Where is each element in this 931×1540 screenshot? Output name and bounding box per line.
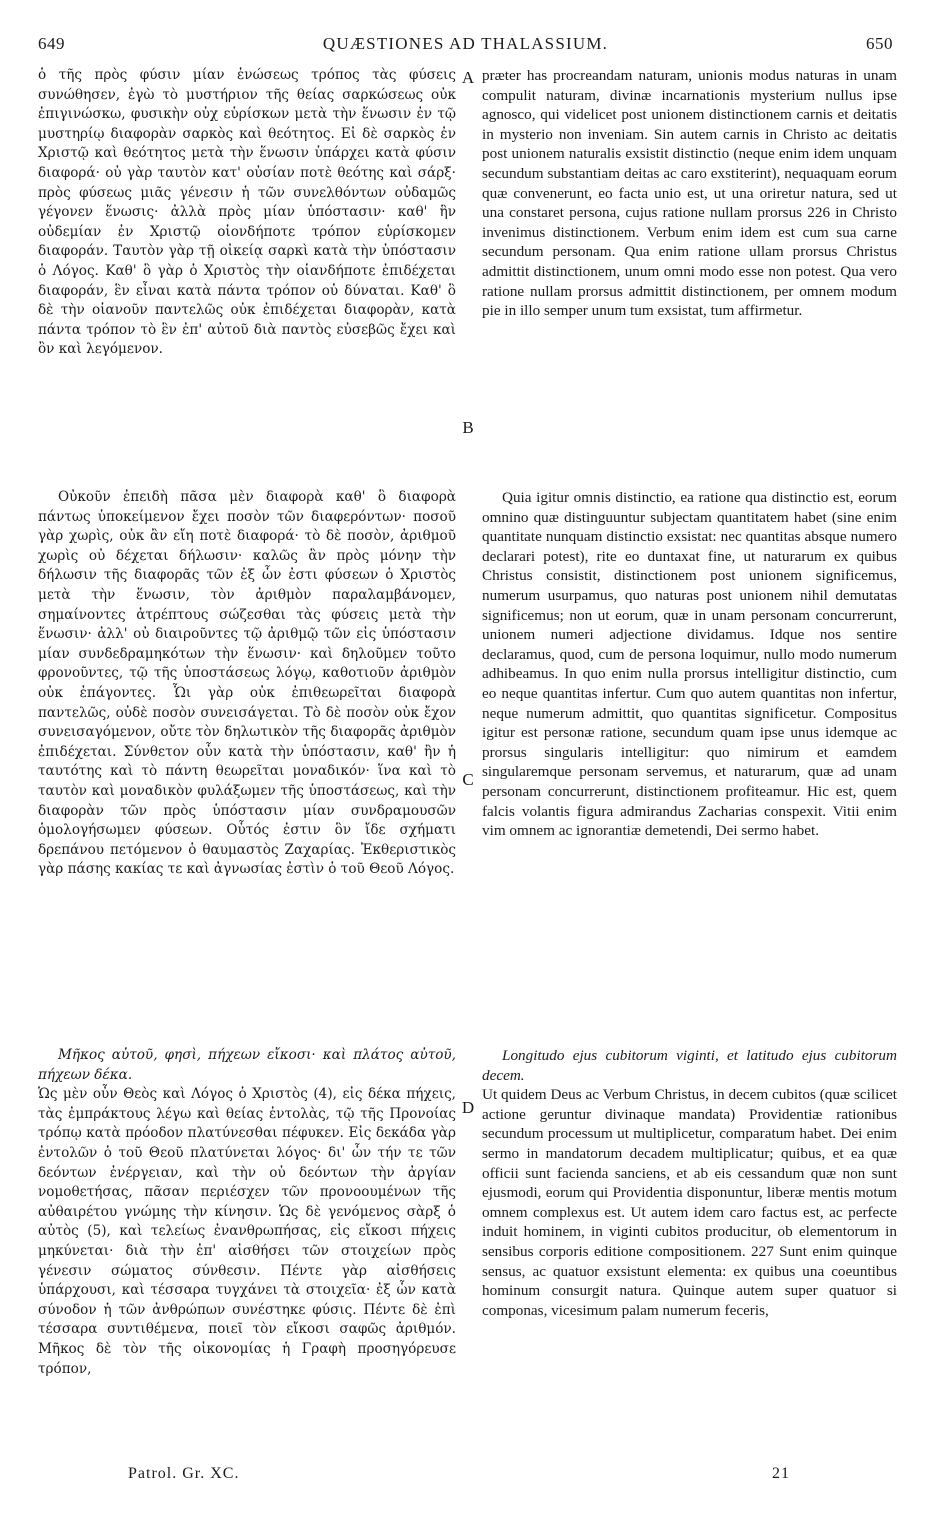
latin-column-3 — [482, 1046, 897, 1320]
greek-lemma: Μῆκος αὐτοῦ, φησὶ, πήχεων εἴκοσι· καὶ πλάτος αὐτοῦ, πήχεων δέκα. — [38, 1047, 456, 1083]
right-page-number: 650 — [866, 34, 893, 53]
running-title: QUÆSTIONES AD THALASSIUM. — [322, 34, 609, 53]
margin-letter-d: D — [461, 1098, 475, 1117]
latin-column — [482, 66, 897, 321]
greek-column — [38, 66, 456, 360]
greek-paragraph-3: Ὡς μὲν οὖν Θεὸς καὶ Λόγος ὁ Χριστὸς (4), εἰς δέκα πήχεις, τὰς ἐμπράκτους λέγω καὶ θείας ἐντολὰς, τῷ τῆς Προνοίας τρόπῳ κατὰ πρόοδον πλατύνεσθαι πέφυκεν. Εἰς δεκάδα γὰρ ἐντολῶν ὁ τοῦ Θεοῦ πλατύνεται λόγος· δι' ὧν τήν τε τῶν δεόντων ἐνέργειαν, καὶ τὴν οὐ δεόντων τὴν ἀργίαν νομοθετήσας, πᾶσαν περιέσχεν τῶν προνοουμένων τῆς αὐθαιρέτου γνώμης τὴν κίνησιν. Ὡς δὲ γενόμενος σὰρξ ὁ αὐτὸς (5), καὶ τελείως ἐνανθρωπήσας, εἰς εἴκοσι πήχεις μηκύνεται· διὰ τὴν ἐπ' αἰσθήσει τῶν στοιχείων πρὸς γένεσιν σώματος σύνθεσιν. Πέντε γὰρ αἰσθήσεις ὑπάρχουσι, καὶ τέσσαρα τυγχάνει τὰ στοιχεῖα· ἐξ ὧν κατὰ σύνοδον ἡ τῶν ἀνθρώπων συνέστηκε φύσις. Πέντε δὲ ἐπὶ τέσσαρα συντιθέμενα, ποιεῖ τὸν εἴκοσι σαφῶς ἀριθμόν. Μῆκος δὲ τὸν τῆς οἰκονομίας ἡ Γραφὴ προσηγόρευσε τρόπον, — [38, 1086, 456, 1377]
greek-column-3 — [38, 1046, 456, 1379]
latin-paragraph-3: Ut quidem Deus ac Verbum Christus, in decem cubitos (quæ scilicet actione geruntur divinaque mandata) Providentiæ rationibus secundum processum ut multiplicetur, comparatum habet. Dei enim sermo in mandatorum decadem multiplicatur; quibus, et ea quæ officii sunt facienda sanciens, et ab eis cessandum quæ non sunt ejusmodi, eorum qui Providentia disponuntur, liberæ mentis motum omnem complexus est. Ut autem idem caro factus est, ac perfecte induit hominem, in viginti cubitos producitur, ob elementorum in sensibus corporis editione compositionem. 227 Sunt enim quinque sensus, ac quatuor exsistunt elementa: ex quibus una coeuntibus hominum consurgit natura. Quinque autem super quatuor si componas, vicesimum palam numerum feceris, — [482, 1086, 897, 1319]
latin-paragraph-2: Quia igitur omnis distinctio, ea ratione qua distinctio est, eorum omnino quæ distinguuntur subjectam quantitatem habet (sine enim quantitate nunquam distinctio exsistat: nec quantitas absque numero declarari potest), rite eo duntaxat fine, ut naturarum ex quibus Christus consistit, distinctionem post unionem significemus, numerum usurpamus, quo naturas post unionem nihil demutatas significemus; non ut eorum, quæ in unam personam concurrerunt, unionem numeri adjectione dividamus. Idque nos sentire declaramus, quod, cum de persona loquimur, nullo modo numerum adhibeamus. In quo enim nulla prorsus intelligitur distinctio, cum eo neque quantitas infertur. Cum quo autem quantitas non infertur, neque numerum admittit, quo quantitas significetur. Compositus igitur est personæ ratione, secundum quam ipse unus idemque ac prorsus singularis intelligitur: quo nimirum et eamdem singularemque personam servemus, et naturarum, quæ ad unam personam concurrerunt, distinctionem profiteamur. Hic est, quem falcis volantis figura admirandus Zacharias conspexit. Vitii enim vim omnem ac ignorantiæ demetendi, Dei sermo habet. — [482, 489, 897, 840]
margin-letter-c: C — [462, 770, 474, 789]
latin-paragraph-1: præter has procreandam naturam, unionis modus naturas in unam compulit naturam, divinæ incarnationis mysterium nullus ipse agnosco, qui videlicet post unionem distinctionem carnis et deitatis in mysterio non inveniam. Sin autem carnis in Christo ac deitatis post unionem naturalis exsistit distinctio (neque enim idem unquam secundum substantiam deitas ac caro exstiterint), nequaquam eorum quæ convenerunt, eo facta unio est, ut una oriretur natura, sed ut una constaret persona, cujus ratione nullam prorsus 226 in Christo invenimus distinctionem. Verbum enim idem est cum sua carne secundum personam. Qua enim ratione ullam prorsus Christus admittit distinctionem, unum omni modo esse non potest. Qua vero ratione nullam prorsus admittit distinctionem, per omnem modum pie in illo semper unum tum exsistat, tum affirmetur. — [482, 67, 897, 320]
footer-signature: 21 — [772, 1465, 790, 1482]
latin-lemma: Longitudo ejus cubitorum viginti, et latitudo ejus cubitorum decem. — [482, 1047, 897, 1084]
latin-column-2 — [482, 488, 897, 841]
greek-paragraph-1: ὁ τῆς πρὸς φύσιν μίαν ἑνώσεως τρόπος τὰς φύσεις συνώθησεν, ἐγὼ τὸ μυστήριον τῆς θείας σαρκώσεως οὐκ ἐπιγινώσκω, φυσικὴν οὐχ εὑρίσκων μετὰ τὴν ἕνωσιν ἐν τῷ μυστηρίῳ διαφορὰν σαρκὸς καὶ θεότητος. Εἰ δὲ σαρκὸς ἐν Χριστῷ καὶ θεότητος μετὰ τὴν ἕνωσιν ὑπάρχει κατὰ φύσιν διαφορά· οὐ γὰρ ταυτὸν κατ' οὐσίαν ποτὲ θεότης καὶ σάρξ· πρὸς φύσεως μιᾶς γένεσιν ἡ τῶν συνελθόντων οὐδαμῶς γέγονεν ἕνωσις· ἀλλὰ πρὸς μίαν ὑπόστασιν· καθ' ἣν οὐδεμίαν ἐν Χριστῷ οἱονδήποτε τρόπον εὑρίσκομεν διαφοράν. Ταυτὸν γὰρ τῇ οἰκείᾳ σαρκὶ κατὰ τὴν ὑπόστασιν ὁ Λόγος. Καθ' ὃ γὰρ ὁ Χριστὸς τὴν οἱανδήποτε ἐπιδέχεται διαφοράν, ἓν εἶναι κατὰ πάντα τρόπον οὐ δύναται. Καθ' ὃ δὲ τὴν οἱανοῦν παντελῶς οὐκ ἐπιδέχεται διαφορὰν, κατὰ πάντα τρόπον τὸ ἓν ἐπ' αὐτοῦ διὰ παντὸς εὐσεβῶς ἔχει καὶ ὂν καὶ λεγόμενον. — [38, 67, 456, 358]
greek-paragraph-2: Οὐκοῦν ἐπειδὴ πᾶσα μὲν διαφορὰ καθ' ὃ διαφορὰ πάντως ὑποκείμενον ἔχει ποσὸν τῶν διαφερόντων· ποσοῦ γὰρ χωρὶς, οὐκ ἂν εἴη ποτὲ διαφορά· τὸ δὲ ποσὸν, ἀριθμοῦ χωρὶς οὐ δέχεται δήλωσιν· καλῶς ἂν πρὸς μόνην τὴν δήλωσιν τῆς διαφορᾶς τῶν ἐξ ὧν ἐστι φύσεων ὁ Χριστὸς μετὰ τὴν ἕνωσιν, τὸν ἀριθμὸν παραλαμβάνομεν, σημαίνοντες ἀτρέπτους σώζεσθαι τὰς φύσεις μετὰ τὴν ἕνωσιν· ἀλλ' οὐ διαιροῦντες τῷ ἀριθμῷ τῶν εἰς ὑπόστασιν μίαν συνδεδραμηκότων τὴν ἕνωσιν· καὶ δηλοῦμεν τοῦτο φρονοῦντες, τῷ τῆς ὑποστάσεως λόγῳ, καθοτιοῦν ἀριθμὸν οὐκ ἐπάγοντες. Ὧι γὰρ οὐκ ἐπιθεωρεῖται διαφορὰ παντελῶς, οὐδὲ ποσὸν συνεισάγεται. Τὸ δὲ ποσὸν οὐκ ἔχον συνεισαγόμενον, οὔτε τὸν δηλωτικὸν τῆς διαφορᾶς ἀριθμὸν ἐπιδέχεται. Σύνθετον οὖν κατὰ τὴν ὑπόστασιν, καθ' ἣν ἡ ταυτότης καὶ τὸ πάντη θεωρεῖται μοναδικόν· ἵνα καὶ τὸ ταυτὸν καὶ μοναδικὸν φυλάξωμεν τῆς ὑποστάσεως, καὶ τὴν διαφορὰν τῶν πρὸς ὑπόστασιν μίαν συνδραμουσῶν ὁμολογήσωμεν φύσεων. Οὗτός ἐστιν ὃν ἴδε σχήματι δρεπάνου πετόμενον ὁ θαυμαστὸς Ζαχαρίας. Ἐκθεριστικὸς γὰρ πάσης κακίας τε καὶ ἀγνωσίας ἐστὶν ὁ τοῦ Θεοῦ Λόγος. — [38, 489, 456, 878]
footer-series: Patrol. Gr. XC. — [128, 1465, 240, 1482]
margin-letter-a: A — [461, 68, 475, 87]
left-page-number: 649 — [38, 34, 65, 53]
greek-column-2 — [38, 488, 456, 880]
margin-letter-b: B — [462, 418, 474, 437]
